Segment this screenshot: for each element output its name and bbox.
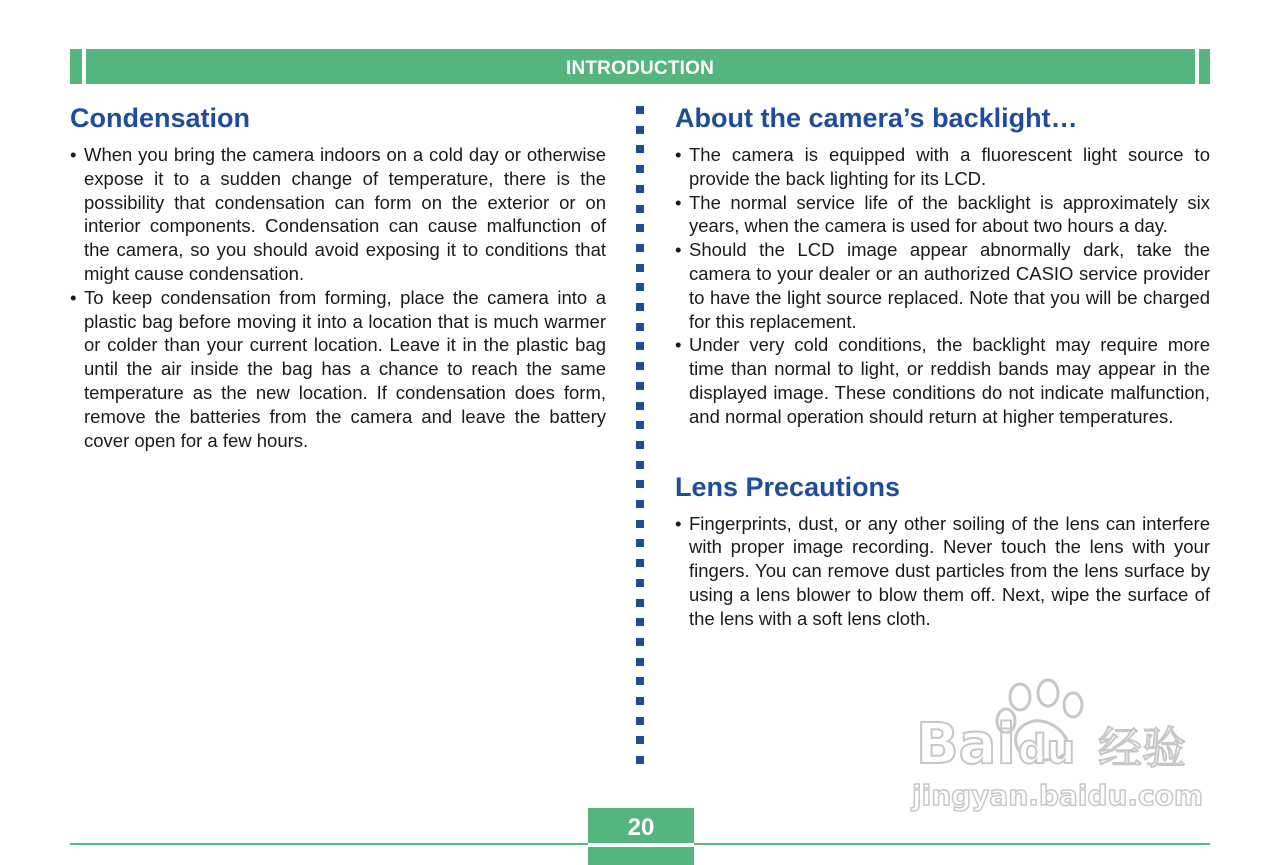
divider-dot — [636, 421, 644, 429]
divider-dot — [636, 323, 644, 331]
divider-dot — [636, 539, 644, 547]
lens-section — [675, 469, 1210, 631]
divider-dot — [636, 480, 644, 488]
backlight-bullet-2: • The normal service life of the backlight is approximately six years, when the camera is used for about two hours a day. — [675, 191, 1210, 239]
divider-dot — [636, 185, 644, 193]
divider-dot — [636, 342, 644, 350]
left-column — [70, 100, 606, 452]
backlight-bullet-4: • Under very cold conditions, the backlight may require more time than normal to light, or reddish bands may appear in the displayed image. These conditions do not indicate malfunction, and normal operation should return at higher temperatures. — [675, 333, 1210, 428]
divider-dot — [636, 165, 644, 173]
divider-dot — [636, 520, 644, 528]
condensation-bullet-1: • When you bring the camera indoors on a cold day or otherwise expose it to a sudden change of temperature, there is the possibility that condensation can form on the exterior or on interior components. Condensation can cause malfunction of the camera, so you should avoid exposing it to conditions that might cause condensation. — [70, 143, 606, 286]
divider-dot — [636, 500, 644, 508]
right-column — [675, 100, 1210, 631]
page-number-box — [588, 808, 694, 865]
watermark-brand: Bai — [916, 712, 1016, 777]
baidu-watermark-logo — [908, 675, 1208, 815]
divider-dot — [636, 756, 644, 764]
backlight-bullet-1: • The camera is equipped with a fluorescent light source to provide the back lighting for its LCD. — [675, 143, 1210, 191]
divider-dot — [636, 205, 644, 213]
header-title: INTRODUCTION — [565, 58, 715, 79]
divider-dot — [636, 579, 644, 587]
divider-dot — [636, 244, 644, 252]
divider-dot — [636, 303, 644, 311]
header-bar — [70, 49, 1210, 84]
divider-dot — [636, 717, 644, 725]
divider-dot — [636, 106, 644, 114]
backlight-bullet-3: • Should the LCD image appear abnormally dark, take the camera to your dealer or an authorized CASIO service provider to have the light source replaced. Note that you will be charged for this replacement. — [675, 238, 1210, 333]
divider-dot — [636, 441, 644, 449]
divider-dot — [636, 382, 644, 390]
divider-dot — [636, 283, 644, 291]
svg-text:经验: 经验 — [1098, 723, 1186, 774]
divider-dot — [636, 362, 644, 370]
lens-heading: Lens Precautions — [675, 471, 901, 502]
watermark-url: jingyan.baidu.com — [912, 779, 1204, 812]
divider-dot — [636, 224, 644, 232]
backlight-list — [675, 143, 1210, 429]
divider-dot — [636, 559, 644, 567]
page-number: 20 — [627, 814, 655, 841]
divider-dot — [636, 145, 644, 153]
lens-list — [675, 512, 1210, 631]
svg-text:du: du — [1018, 727, 1076, 773]
lens-bullet-1: • Fingerprints, dust, or any other soiling of the lens can interfere with proper image recording. Never touch the lens with your fingers. You can remove dust particles from the lens surface by using a lens blower to blow them off. Next, wipe the surface of the lens with a soft lens cloth. — [675, 512, 1210, 631]
divider-dot — [636, 126, 644, 134]
divider-dot — [636, 638, 644, 646]
divider-dot — [636, 697, 644, 705]
backlight-heading: About the camera’s backlight… — [675, 103, 1078, 133]
column-divider-dots — [636, 106, 644, 776]
divider-dot — [636, 402, 644, 410]
divider-dot — [636, 736, 644, 744]
divider-dot — [636, 264, 644, 272]
condensation-list — [70, 143, 606, 452]
divider-dot — [636, 677, 644, 685]
divider-dot — [636, 599, 644, 607]
condensation-bullet-2: • To keep condensation from forming, place the camera into a plastic bag before moving it into a location that is much warmer or colder than your current location. Leave it in the plastic bag until the air inside the bag has a chance to reach the same temperature as the new location. If condensation does form, remove the batteries from the camera and leave the battery cover open for a few hours. — [70, 286, 606, 453]
divider-dot — [636, 658, 644, 666]
condensation-heading: Condensation — [70, 103, 250, 133]
divider-dot — [636, 461, 644, 469]
divider-dot — [636, 618, 644, 626]
